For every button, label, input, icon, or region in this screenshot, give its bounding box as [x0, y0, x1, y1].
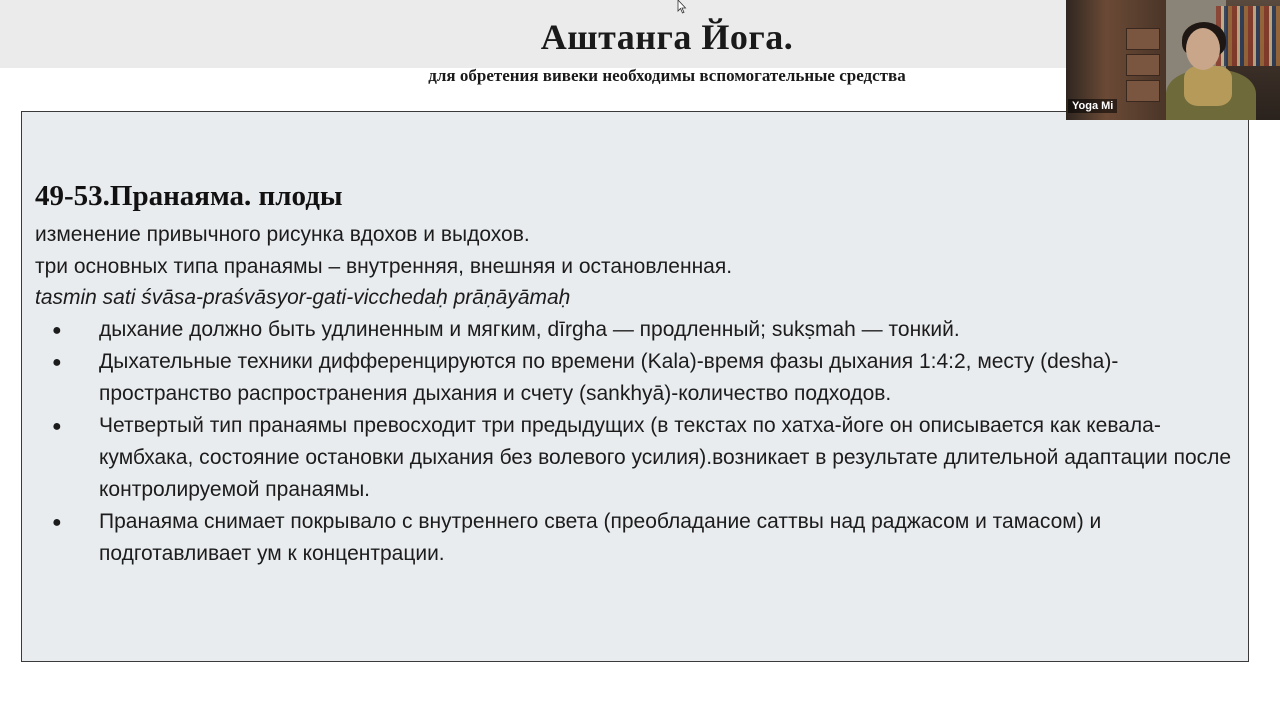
- slide-content-box: [21, 111, 1249, 662]
- bullet-icon: ●: [52, 418, 62, 435]
- intro-line: три основных типа пранаямы – внутренняя, внешняя и остановленная.: [35, 255, 733, 278]
- slide-title: Аштанга Йога.: [540, 17, 794, 57]
- cabinet-drawer: [1126, 54, 1160, 76]
- intro-line: изменение привычного рисунка вдохов и выдохов.: [35, 223, 530, 246]
- section-heading: 49-53.Пранаяма. плоды: [35, 180, 343, 212]
- participant-scarf: [1184, 66, 1232, 106]
- cursor-arrow-icon: [677, 0, 687, 14]
- cabinet-drawer: [1126, 80, 1160, 102]
- cabinet-drawer: [1126, 28, 1160, 50]
- participant-name-label: Yoga Mi: [1068, 99, 1117, 113]
- bullet-item: Пранаяма снимает покрывало с внутреннего света (преобладание саттвы над раджасом и тамасом) и подготавливает ум к концентрации.: [99, 510, 1102, 565]
- bullet-icon: ●: [52, 354, 62, 371]
- participant-face: [1186, 28, 1220, 70]
- bullet-icon: ●: [52, 322, 62, 339]
- sutra-transliteration: tasmin sati śvāsa-praśvāsyor-gati-vicchedaḥ prāṇāyāmaḥ: [35, 286, 571, 309]
- bullet-item: дыхание должно быть удлиненным и мягким, dīrgha — продленный; sukṣmah — тонкий.: [99, 318, 960, 341]
- bullet-item: Четвертый тип пранаямы превосходит три предыдущих (в текстах по хатха-йоге он описывается как кевала-кумбхака, состояние остановки дыхания без волевого усилия).возникает в результате длительной адаптации после контролируемой пранаямы.: [99, 414, 1232, 501]
- bullet-icon: ●: [52, 514, 62, 531]
- bullet-item: Дыхательные техники дифференцируются по времени (Kala)-время фазы дыхания 1:4:2, месту (desha)-пространство распространения дыхания и счету (sankhyā)-количество подходов.: [99, 350, 1119, 405]
- participant-video-tile[interactable]: [1066, 0, 1280, 120]
- slide-subtitle: для обретения вивеки необходимы вспомогательные средства: [428, 66, 906, 85]
